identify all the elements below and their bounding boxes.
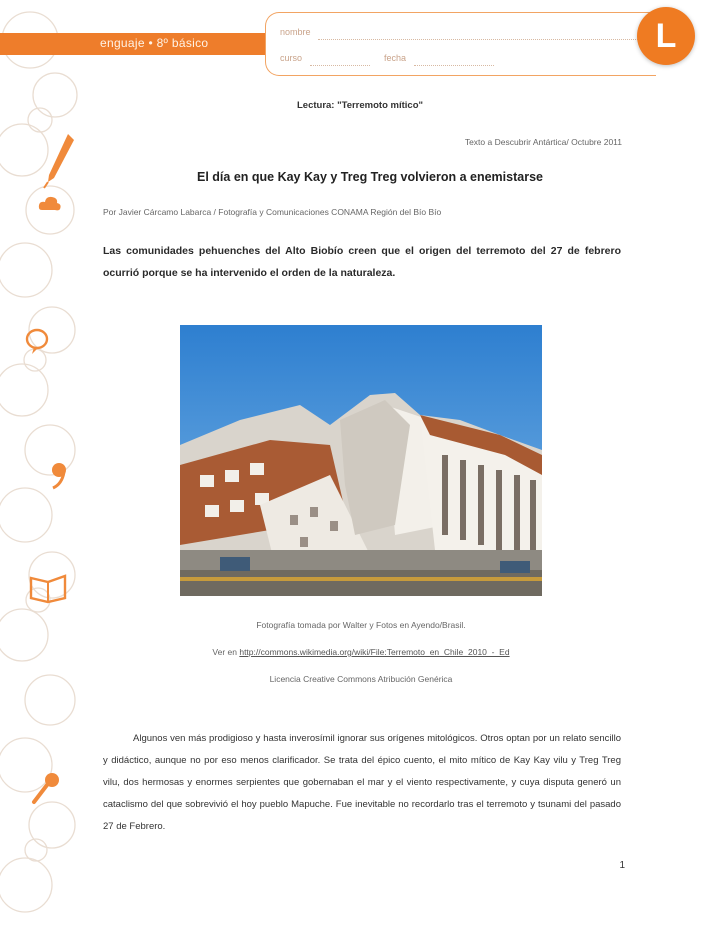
speech-bubble-icon [24, 327, 50, 355]
page-number: 1 [619, 860, 625, 871]
comma-icon [48, 460, 70, 490]
photo-url-link[interactable]: http://commons.wikimedia.org/wiki/File:Terremoto_en_Chile_2010_-_Ed [239, 647, 510, 657]
source-note: Texto a Descubrir Antártica/ Octubre 2011 [464, 137, 622, 147]
byline: Por Javier Cárcamo Labarca / Fotografía y Comunicaciones CONAMA Región del Bío Bío [103, 207, 442, 217]
photo-license: Licencia Creative Commons Atribución Genérica [269, 674, 453, 684]
subject-badge: L [637, 7, 695, 65]
article-title: El día en que Kay Kay y Treg Treg volvieron a enemistarse [197, 170, 543, 184]
name-label: nombre [280, 27, 311, 37]
course-label: curso [280, 53, 303, 63]
course-line[interactable] [310, 65, 370, 66]
cloud-icon [37, 192, 63, 216]
pen-icon [40, 130, 76, 190]
photo-source [150, 647, 572, 657]
name-line[interactable] [318, 39, 638, 40]
date-label: fecha [384, 53, 407, 63]
earthquake-photo [180, 325, 542, 596]
body-paragraph: Algunos ven más prodigioso y hasta inverosímil ignorar sus orígenes mitológicos. Otros optan por un relato sencillo y didáctico, aunque no por eso menos clarificador. Se trata del épico cuento, el mito mítico de Kay Kay vilu y Treg Treg vilu, dos hermosas y enormes serpientes que gobernaban el mar y el viento respectivamente, y cuya disputa generó un cataclismo del que sobrevivió el hoy pueblo Mapuche. Fue inevitable no recordarlo tras el terremoto y tsunami del pasado 27 de Febrero. [103, 733, 621, 832]
open-book-icon [28, 570, 68, 604]
subject-band [0, 33, 266, 55]
lead-paragraph: Las comunidades pehuenches del Alto Biobío creen que el origen del terremoto del 27 de febrero ocurrió porque se ha intervenido el orden de la naturaleza. [103, 245, 621, 279]
date-line[interactable] [414, 65, 494, 66]
subject-label: enguaje • 8º básico [100, 36, 209, 50]
microphone-icon [30, 770, 64, 806]
photo-url-prefix: Ver en [212, 647, 237, 657]
photo-caption: Fotografía tomada por Walter y Fotos en Ayendo/Brasil. [256, 620, 466, 630]
student-info-box [265, 12, 656, 76]
reading-label: Lectura: "Terremoto mítico" [296, 100, 424, 111]
